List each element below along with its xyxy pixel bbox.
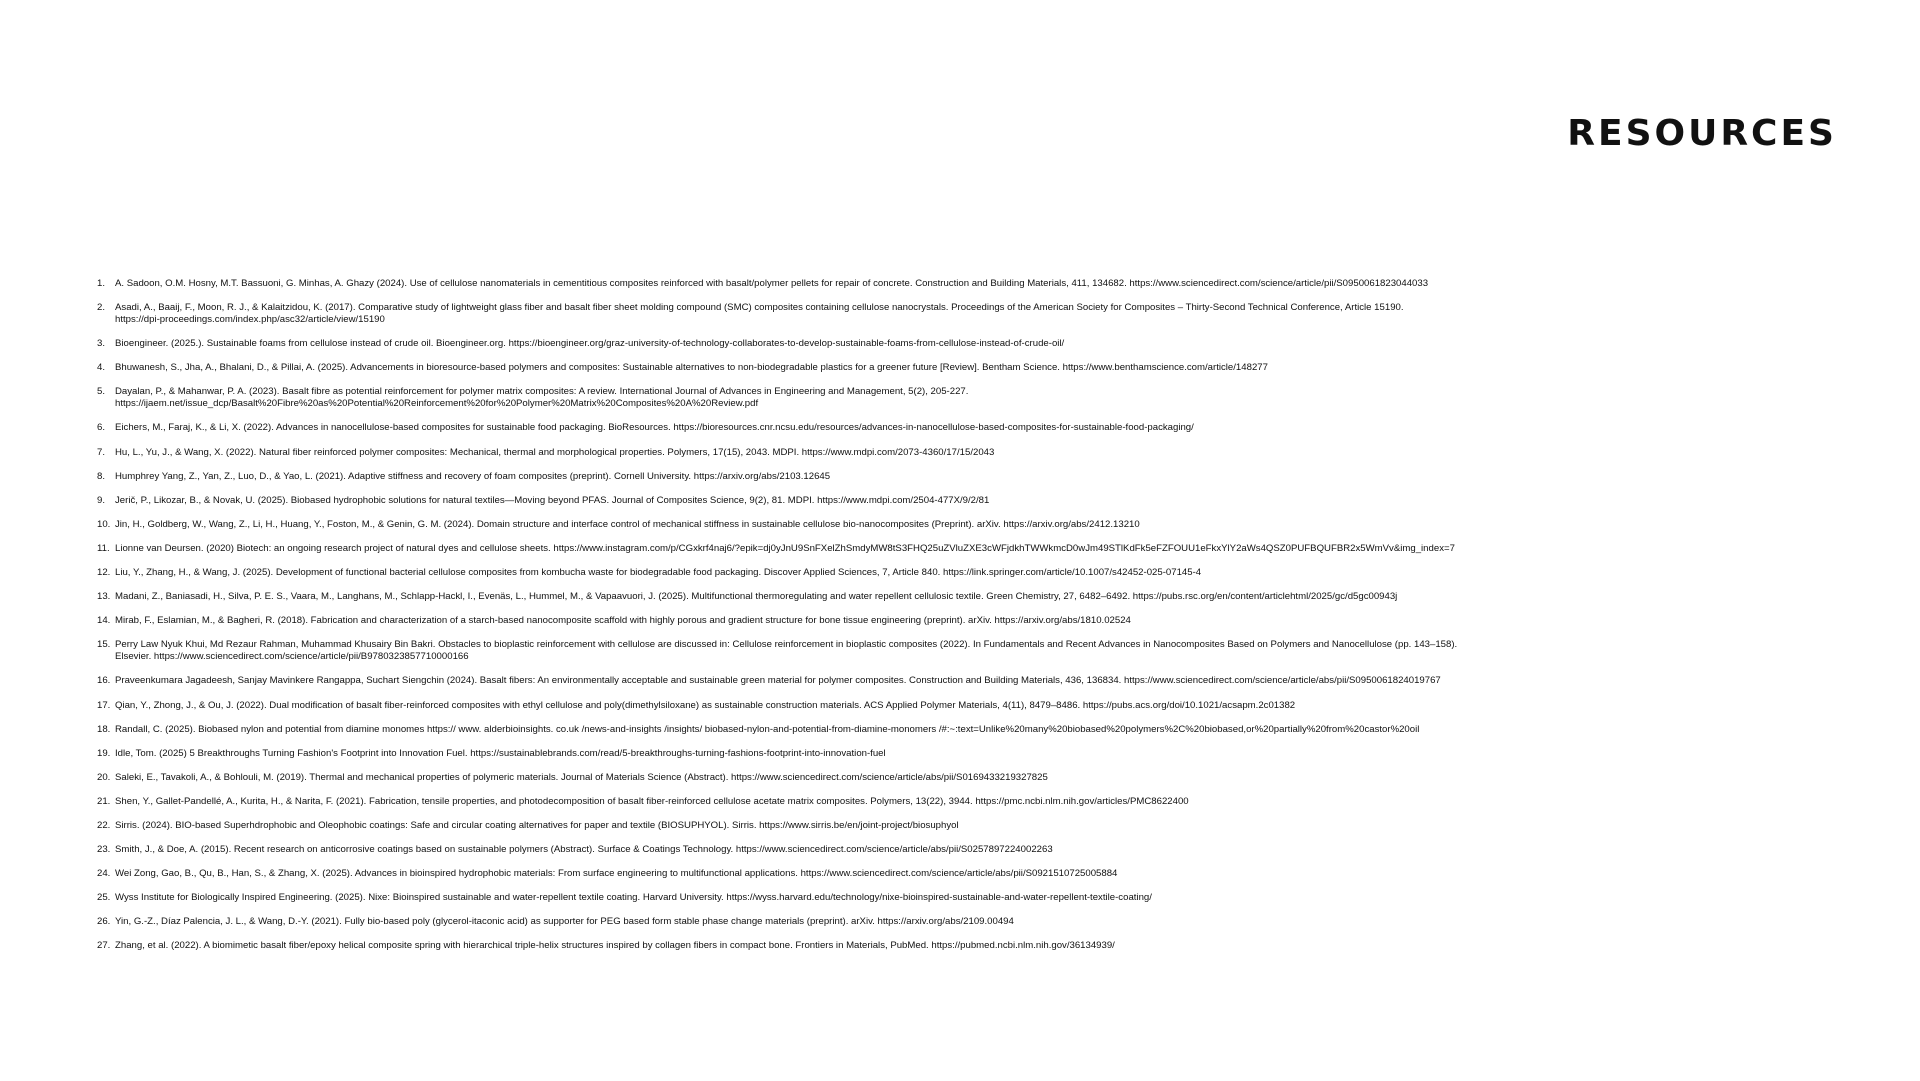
reference-number: 1. bbox=[97, 278, 106, 289]
reference-text: A. Sadoon, O.M. Hosny, M.T. Bassuoni, G. Minhas, A. Ghazy (2024). Use of cellulose nanomaterials in cementitious composites reinforced with basalt/polymer pellets for repair of concrete. Construction and Building Materials, 411, 134682. https://www.sciencedirect.com/science/article/pii/S0950061823044033 bbox=[115, 278, 1429, 289]
reference-item bbox=[97, 386, 1537, 410]
reference-text: Liu, Y., Zhang, H., & Wang, J. (2025). Development of functional bacterial cellulose composites from kombucha waste for biodegradable food packaging. Discover Applied Sciences, 7, Article 840. https://link.springer.com/article/10.1007/s42452-025-07145-4 bbox=[115, 567, 1202, 579]
reference-number: 3. bbox=[97, 338, 106, 350]
reference-number: 8. bbox=[97, 470, 106, 482]
reference-number: 4. bbox=[97, 362, 106, 374]
reference-item bbox=[97, 302, 1537, 326]
reference-number: 12. bbox=[97, 567, 111, 579]
reference-number: 13. bbox=[97, 591, 111, 603]
reference-number: 17. bbox=[97, 699, 111, 711]
reference-item bbox=[97, 748, 1537, 760]
reference-text: Asadi, A., Baaij, F., Moon, R. J., & Kalaitzidou, K. (2017). Comparative study of lightweight glass fiber and basalt fiber sheet molding compound (SMC) composites containing cellulose nanocrystals. Proceedings of the American Society for Composites – Thirty-Second Technical Conference, Article 15190. https://dpi-proceedings.com/index.php/asc32/article/view/15190 bbox=[115, 302, 1404, 326]
reference-number: 10. bbox=[97, 518, 111, 530]
reference-item bbox=[97, 700, 1537, 712]
reference-item bbox=[97, 940, 1537, 952]
reference-text: Smith, J., & Doe, A. (2015). Recent research on anticorrosive coatings based on sustainable polymers (Abstract). Surface & Coatings Technology. https://www.sciencedirect.com/science/article/abs/pii/S0257897224002263 bbox=[115, 844, 1053, 856]
reference-item bbox=[97, 916, 1537, 928]
reference-number: 18. bbox=[97, 723, 111, 735]
reference-text: Qian, Y., Zhong, J., & Ou, J. (2022). Dual modification of basalt fiber-reinforced composites with ethyl cellulose and poly(dimethylsiloxane) as sustainable construction materials. ACS Applied Polymer Materials, 4(11), 8479–8486. https://pubs.acs.org/doi/10.1021/acsapm.2c01382 bbox=[115, 699, 1296, 711]
reference-item bbox=[97, 724, 1537, 736]
reference-number: 21. bbox=[97, 795, 111, 807]
reference-text: Wyss Institute for Biologically Inspired Engineering. (2025). Nixe: Bioinspired sustainable and water-repellent textile coating. Harvard University. https://wyss.harvard.edu/technology/nixe-bioinspired-sustainable-and-water-repellent-textile-coating/ bbox=[115, 892, 1152, 904]
reference-text: Eichers, M., Faraj, K., & Li, X. (2022). Advances in nanocellulose-based composites for sustainable food packaging. BioResources. https://bioresources.cnr.ncsu.edu/resources/advances-in-nanocellulose-based-composites-for-sustainable-food-packaging/ bbox=[115, 422, 1194, 434]
reference-number: 15. bbox=[97, 639, 111, 651]
reference-item bbox=[97, 471, 1537, 483]
reference-item bbox=[97, 892, 1537, 904]
page-title: RESOURCES bbox=[1567, 113, 1837, 154]
reference-item bbox=[97, 362, 1537, 374]
reference-list bbox=[97, 278, 1537, 965]
reference-text: Praveenkumara Jagadeesh, Sanjay Mavinkere Rangappa, Suchart Siengchin (2024). Basalt fibers: An environmentally acceptable and sustainable green material for polymer composites. Construction and Building Materials, 436, 136834. https://www.sciencedirect.com/science/article/abs/pii/S0950061824019767 bbox=[115, 675, 1441, 687]
reference-item bbox=[97, 675, 1537, 687]
reference-text: Bhuwanesh, S., Jha, A., Bhalani, D., & Pillai, A. (2025). Advancements in bioresource-based polymers and composites: Sustainable alternatives to non-biodegradable plastics for a greener future [Review]. Bentham Science. https://www.benthamscience.com/article/148277 bbox=[115, 362, 1268, 374]
reference-number: 2. bbox=[97, 302, 106, 314]
reference-text: Yin, G.-Z., Díaz Palencia, J. L., & Wang, D.-Y. (2021). Fully bio-based poly (glycerol-itaconic acid) as supporter for PEG based form stable phase change materials (preprint). arXiv. https://arxiv.org/abs/2109.00494 bbox=[115, 916, 1014, 928]
reference-text: Perry Law Nyuk Khui, Md Rezaur Rahman, Muhammad Khusairy Bin Bakri. Obstacles to bioplastic reinforcement with cellulose are discussed in: Cellulose reinforcement in bioplastic composites (2022). In Fundamentals and Recent Advances in Nanocomposites Based on Polymers and Nanocellulose (pp. 143–158). Elsevier. https://www.sciencedirect.com/science/article/pii/B9780323857710000166 bbox=[115, 639, 1458, 663]
reference-text: Saleki, E., Tavakoli, A., & Bohlouli, M. (2019). Thermal and mechanical properties of polymeric materials. Journal of Materials Science (Abstract). https://www.sciencedirect.com/science/article/abs/pii/S0169433219327825 bbox=[115, 771, 1048, 783]
reference-text: Mirab, F., Eslamian, M., & Bagheri, R. (2018). Fabrication and characterization of a starch-based nanocomposite scaffold with highly porous and gradient structure for bone tissue engineering (preprint). arXiv. https://arxiv.org/abs/1810.02524 bbox=[115, 615, 1131, 627]
reference-item bbox=[97, 772, 1537, 784]
reference-number: 24. bbox=[97, 868, 111, 880]
reference-text: Madani, Z., Baniasadi, H., Silva, P. E. S., Vaara, M., Langhans, M., Schlapp-Hackl, I., Evenäs, L., Hummel, M., & Vapaavuori, J. (2025). Multifunctional thermoregulating and water repellent cellulosic textile. Green Chemistry, 27, 6482–6492. https://pubs.rsc.org/en/content/articlehtml/2025/gc/d5gc00943j bbox=[115, 591, 1398, 603]
reference-number: 5. bbox=[97, 386, 106, 398]
reference-number: 14. bbox=[97, 615, 111, 627]
reference-text: Dayalan, P., & Mahanwar, P. A. (2023). Basalt fibre as potential reinforcement for polymer matrix composites: A review. International Journal of Advances in Engineering and Management, 5(2), 205-227. https://ijaem.net/issue_dcp/Basalt%20Fibre%20as%20Potential%20Reinforcement%20for%20Polymer%20Matrix%20Composites%20A%20Review.pdf bbox=[115, 386, 969, 410]
reference-item bbox=[97, 868, 1537, 880]
reference-item bbox=[97, 567, 1537, 579]
reference-number: 22. bbox=[97, 819, 111, 831]
reference-number: 16. bbox=[97, 675, 111, 687]
reference-text: Lionne van Deursen. (2020) Biotech: an ongoing research project of natural dyes and cellulose sheets. https://www.instagram.com/p/CGxkrf4naj6/?epik=dj0yJnU9SnFXelZhSmdyMW8tS3FHQ25uZVluZXE3cWFjdkhTWWkmcD0wJm49STlKdFk5eFZFOUU1eFkxYlY2aWs4QSZ0PUFBQUFBR2x5WmVv&img_index=7 bbox=[115, 542, 1455, 554]
reference-text: Idle, Tom. (2025) 5 Breakthroughs Turning Fashion's Footprint into Innovation Fuel. https://sustainablebrands.com/read/5-breakthroughs-turning-fashions-footprint-into-innovation-fuel bbox=[115, 747, 886, 759]
reference-number: 9. bbox=[97, 494, 106, 506]
reference-item bbox=[97, 796, 1537, 808]
reference-number: 11. bbox=[97, 542, 110, 554]
reference-item bbox=[97, 519, 1537, 531]
reference-text: Shen, Y., Gallet-Pandellé, A., Kurita, H., & Narita, F. (2021). Fabrication, tensile properties, and photodecomposition of basalt fiber-reinforced cellulose acetate matrix composites. Polymers, 13(22), 3944. https://pmc.ncbi.nlm.nih.gov/articles/PMC8622400 bbox=[115, 795, 1189, 807]
reference-item bbox=[97, 639, 1537, 663]
reference-number: 20. bbox=[97, 771, 111, 783]
reference-number: 25. bbox=[97, 892, 111, 904]
reference-item bbox=[97, 338, 1537, 350]
reference-number: 26. bbox=[97, 916, 111, 928]
reference-item bbox=[97, 447, 1537, 459]
reference-item bbox=[97, 278, 1537, 290]
reference-text: Hu, L., Yu, J., & Wang, X. (2022). Natural fiber reinforced polymer composites: Mechanical, thermal and morphological properties. Polymers, 17(15), 2043. MDPI. https://www.mdpi.com/2073-4360/17/15/2043 bbox=[115, 446, 995, 458]
reference-number: 6. bbox=[97, 422, 106, 434]
reference-item bbox=[97, 495, 1537, 507]
reference-item bbox=[97, 591, 1537, 603]
reference-text: Jerič, P., Likozar, B., & Novak, U. (2025). Biobased hydrophobic solutions for natural textiles—Moving beyond PFAS. Journal of Composites Science, 9(2), 81. MDPI. https://www.mdpi.com/2504-477X/9/2/81 bbox=[115, 494, 990, 506]
reference-text: Zhang, et al. (2022). A biomimetic basalt fiber/epoxy helical composite spring with hierarchical triple-helix structures inspired by collagen fibers in compact bone. Frontiers in Materials, PubMed. https://pubmed.ncbi.nlm.nih.gov/36134939/ bbox=[115, 940, 1115, 952]
reference-text: Wei Zong, Gao, B., Qu, B., Han, S., & Zhang, X. (2025). Advances in bioinspired hydrophobic materials: From surface engineering to multifunctional applications. https://www.sciencedirect.com/science/article/abs/pii/S0921510725005884 bbox=[115, 868, 1118, 880]
reference-number: 19. bbox=[97, 747, 111, 759]
reference-text: Jin, H., Goldberg, W., Wang, Z., Li, H., Huang, Y., Foston, M., & Genin, G. M. (2024). Domain structure and interface control of mechanical stiffness in sustainable cellulose bio-nanocomposites (Preprint). arXiv. https://arxiv.org/abs/2412.13210 bbox=[115, 518, 1140, 530]
reference-text: Sirris. (2024). BIO-based Superhdrophobic and Oleophobic coatings: Safe and circular coating alternatives for paper and textile (BIOSUPHYOL). Sirris. https://www.sirris.be/en/joint-project/biosuphyol bbox=[115, 819, 959, 831]
reference-number: 7. bbox=[97, 446, 106, 458]
reference-text: Bioengineer. (2025.). Sustainable foams from cellulose instead of crude oil. Bioengineer.org. https://bioengineer.org/graz-university-of-technology-collaborates-to-develop-sustainable-foams-from-cellulose-instead-of-crude-oil/ bbox=[115, 338, 1065, 350]
reference-number: 23. bbox=[97, 844, 111, 856]
reference-item bbox=[97, 820, 1537, 832]
reference-item bbox=[97, 422, 1537, 434]
reference-item bbox=[97, 844, 1537, 856]
reference-item bbox=[97, 543, 1537, 555]
reference-text: Humphrey Yang, Z., Yan, Z., Luo, D., & Yao, L. (2021). Adaptive stiffness and recovery of foam composites (preprint). Cornell University. https://arxiv.org/abs/2103.12645 bbox=[115, 470, 831, 482]
reference-item bbox=[97, 615, 1537, 627]
reference-text: Randall, C. (2025). Biobased nylon and potential from diamine monomes https:// www. alderbioinsights. co.uk /news-and-insights /insights/ biobased-nylon-and-potential-from-diamine-monomers /#:~:text=Unlike%20many%20biobased%20polymers%2C%20biobased,or%20partially%20from%20castor%20oil bbox=[115, 723, 1420, 735]
reference-number: 27. bbox=[97, 940, 111, 952]
